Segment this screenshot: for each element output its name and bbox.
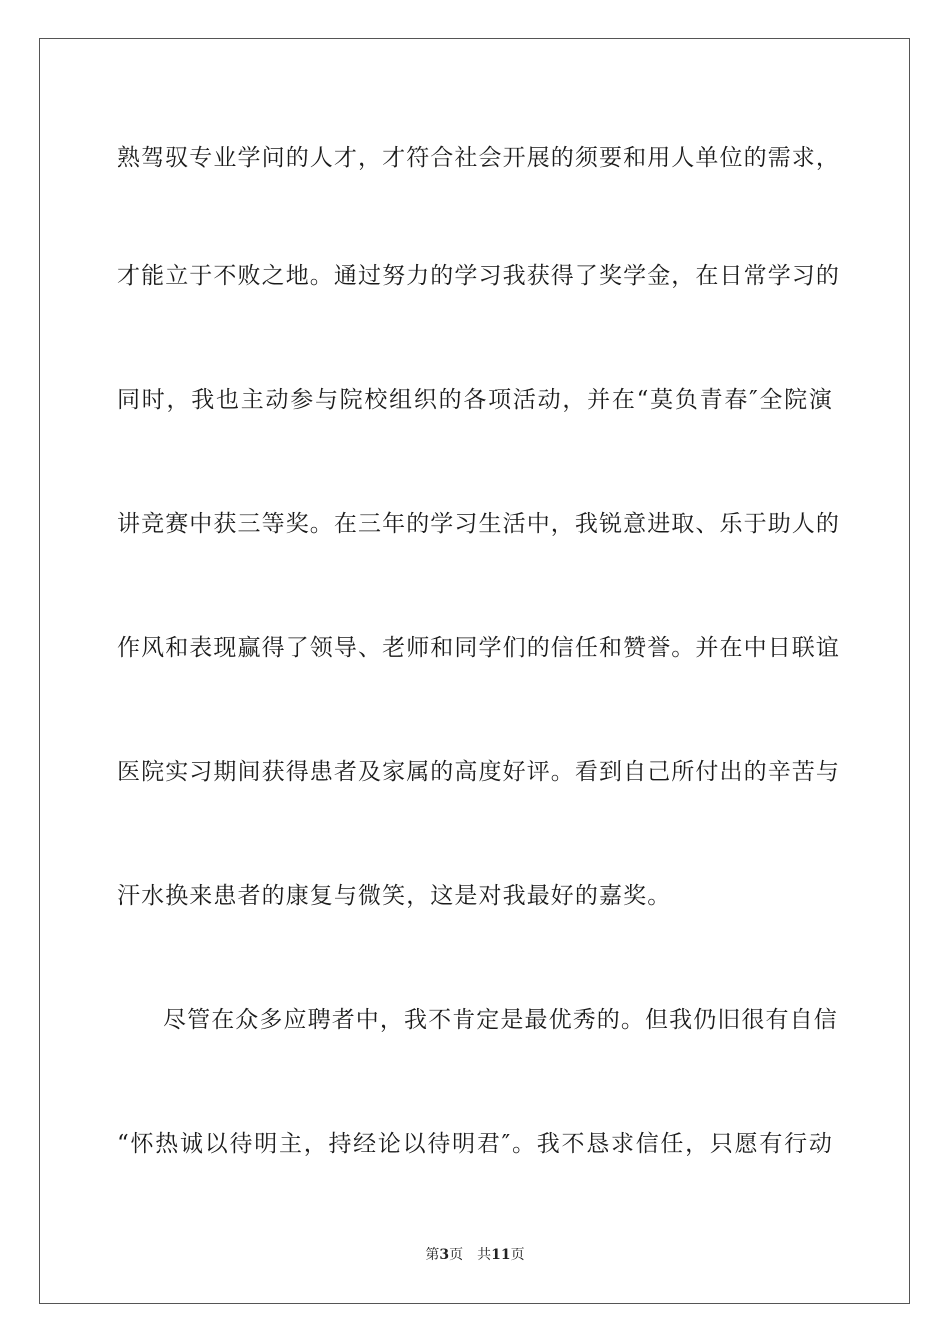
footer-total-pages: 11 <box>491 1247 511 1263</box>
paragraph-line-6: 医院实习期间获得患者及家属的高度好评。看到自己所付出的辛苦与 <box>117 759 840 785</box>
paragraph-line-8: 尽管在众多应聘者中，我不肯定是最优秀的。但我仍旧很有自信 <box>163 1007 838 1033</box>
footer-total-prefix: 共 <box>477 1247 492 1263</box>
page-footer <box>0 1245 950 1265</box>
paragraph-line-4: 讲竞赛中获三等奖。在三年的学习生活中，我锐意进取、乐于助人的 <box>117 511 840 537</box>
paragraph-line-7: 汗水换来患者的康复与微笑，这是对我最好的嘉奖。 <box>117 883 672 909</box>
footer-total-suffix: 页 <box>510 1247 525 1263</box>
paragraph-line-3: 同时，我也主动参与院校组织的各项活动，并在“莫负青春″全院演 <box>117 387 833 413</box>
footer-current-page: 3 <box>439 1247 450 1263</box>
footer-page-prefix: 第 <box>425 1247 440 1263</box>
footer-page-suffix: 页 <box>449 1247 464 1263</box>
paragraph-line-2: 才能立于不败之地。通过努力的学习我获得了奖学金，在日常学习的 <box>117 263 840 289</box>
paragraph-line-1: 熟驾驭专业学问的人才，才符合社会开展的须要和用人单位的需求， <box>117 145 840 171</box>
paragraph-line-9: “怀热诚以待明主，持经论以待明君″。我不恳求信任，只愿有行动 <box>117 1131 833 1157</box>
paragraph-line-5: 作风和表现赢得了领导、老师和同学们的信任和赞誉。并在中日联谊 <box>117 635 840 661</box>
page-frame <box>39 38 910 1304</box>
